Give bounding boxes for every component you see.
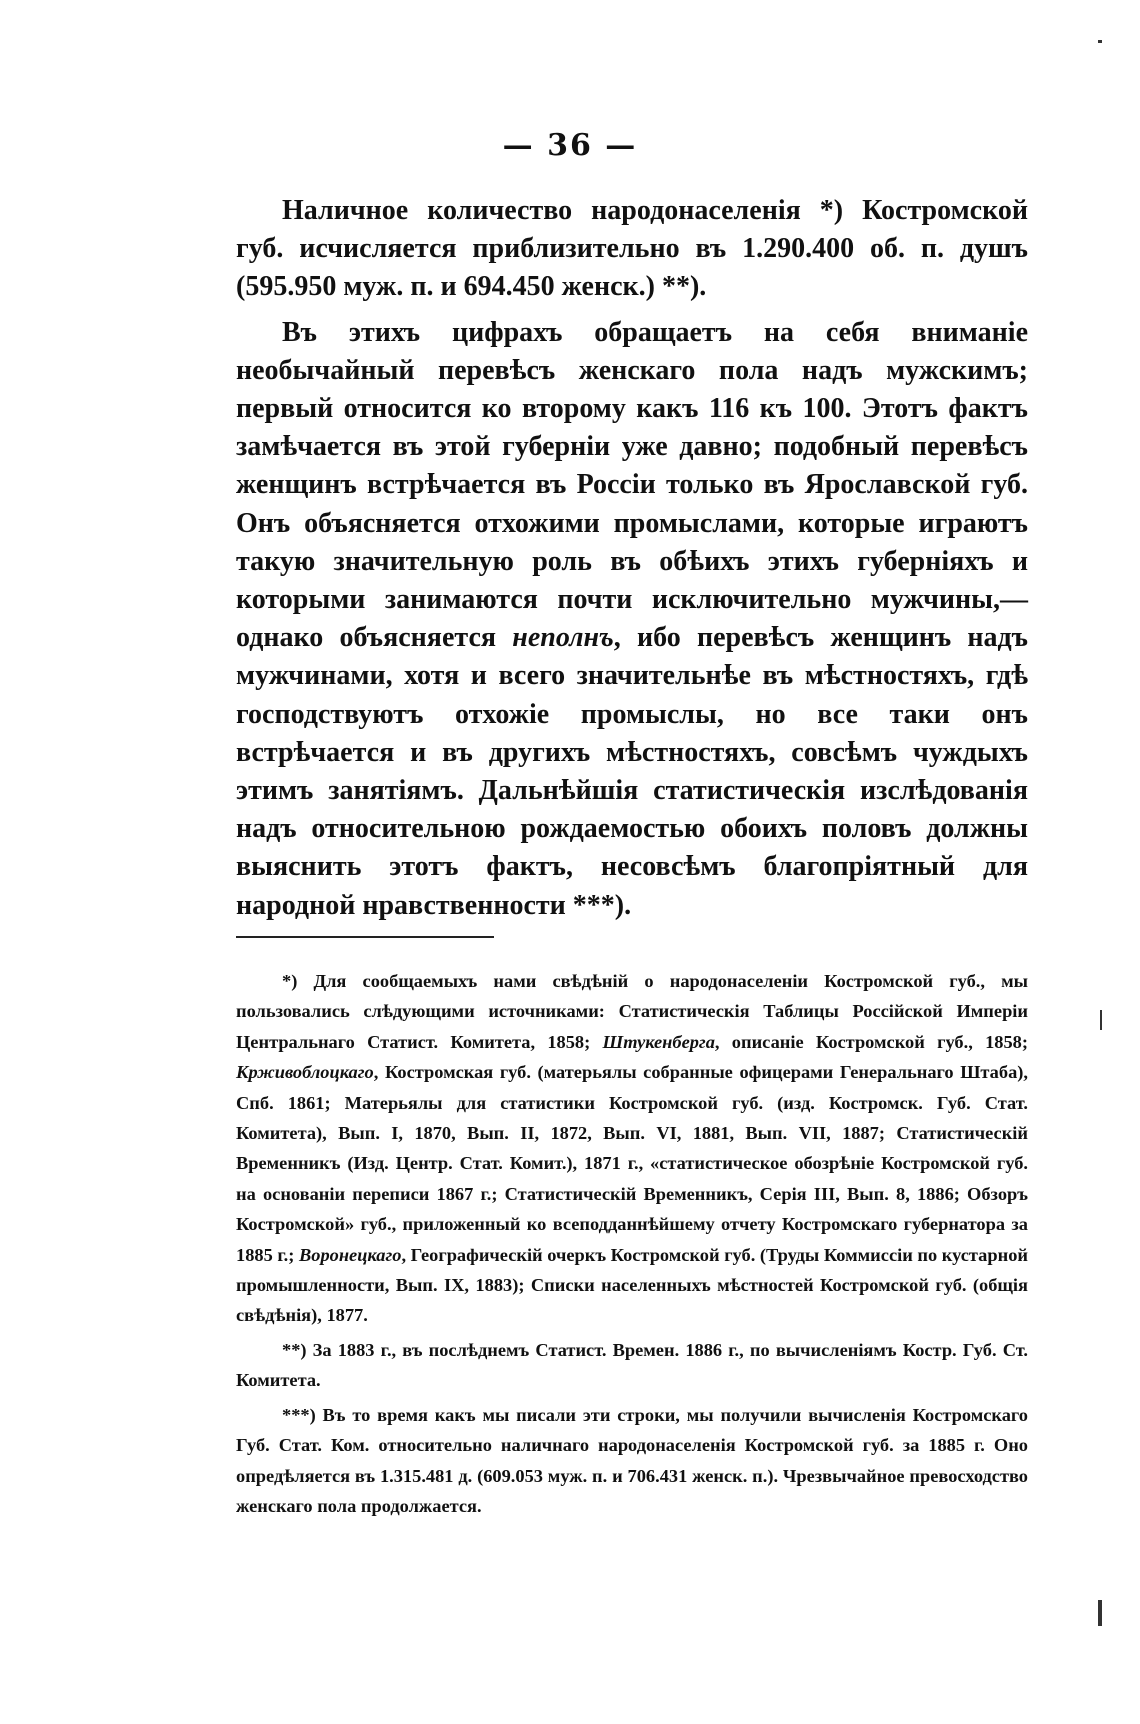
footnote-separator [236,936,494,938]
footnote-3: ***) Въ то время какъ мы писали эти строки, мы получили вычисленія Костромскаго Губ. Стат. Ком. относительно наличнаго народонаселенія Костромской губ. за 1885 г. Оно опредѣляется въ 1.315.481 д. (609.053 муж. п. и 706.431 женск. п.). Чрезвычайное превосходство женскаго пола продолжается. [236,1404,1028,1516]
footnote-1-text-d: , Географическій очеркъ Костромской губ. (Труды Коммиссіи по кустарной промышленности, Вып. IX, 1883); Списки населенныхъ мѣстностей Костромской губ. (общія свѣдѣнія), 1877. [236,1244,1028,1326]
footnote-1-text-a: *) Для сообщаемыхъ нами свѣдѣній о народонаселеніи Костромской губ., мы пользовались слѣдующими источниками: Статистическія Таблицы Россійской Имперіи Центральнаго Статист. Комитета, 1858; [236,971,1028,1052]
paragraph-2-text-a: Въ этихъ цифрахъ обращаетъ на себя вниманіе необычайный перевѣсъ женскаго пола надъ мужскимъ; первый относится ко второму какъ 116 къ 100. Этотъ фактъ замѣчается въ этой губерніи уже давно; подобный перевѣсъ женщинъ встрѣчается въ Россіи только въ Ярославской губ. Онъ объясняется отхожими промыслами, которые играютъ такую значительную роль въ обѣихъ этихъ губерніяхъ и которыми занимаются почти исключительно мужчины,—однако объясняется [236,316,1028,654]
page-number: — 36 — [502,128,638,163]
footnote-2: **) За 1883 г., въ послѣднемъ Статист. Времен. 1886 г., по вычисленіямъ Костр. Губ. Ст. Комитета. [236,1339,1028,1391]
footnote-1-author-1: Штукенберга [602,1031,715,1052]
paragraph-2 [236,314,1028,925]
main-text [236,192,1028,925]
footnote-1-author-2: Крживоблоцкаго [236,1062,374,1083]
paragraph-1: Наличное количество народонаселенія *) Костромской губ. исчисляется приблизительно въ 1.290.400 об. п. душъ (595.950 муж. п. и 694.450 женск.) **). [236,195,1028,303]
footnote-1-text-c: , Костромская губ. (матерьялы собранные офицерами Генеральнаго Штаба), Спб. 1861; Матерьялы для статистики Костромской губ. (изд. Костромск. Губ. Стат. Комитета), Вып. I, 1870, Вып. II, 1872, Вып. VI, 1881, Вып. VII, 1887; Статистическій Временникъ (Изд. Центр. Стат. Комит.), 1871 г., «статистическое обозрѣніе Костромской губ. на основаніи переписи 1867 г.; Статистическій Временникъ, Серія III, Вып. 8, 1886; Обзоръ Костромской» губ., приложенный ко всеподданнѣйшему отчету Костромскаго губернатора за 1885 г.; [236,1062,1028,1265]
footnote-1-text-b: , описаніе Костромской губ., 1858; [714,1031,1028,1052]
scan-edge-mark [1098,40,1102,43]
paragraph-2-emphasis: неполнъ [512,622,614,654]
footnote-1 [236,966,1028,1331]
footnote-1-author-3: Воронецкаго [298,1244,402,1265]
footnotes [236,966,1028,1521]
paragraph-2-text-b: , ибо перевѣсъ женщинъ надъ мужчинами, хотя и всего значительнѣе въ мѣстностяхъ, гдѣ господствуютъ отхожіе промыслы, но все таки онъ встрѣчается и въ другихъ мѣстностяхъ, совсѣмъ чуждыхъ этимъ занятіямъ. Дальнѣйшія статистическія изслѣдованія надъ относительною рождаемостью обоихъ половъ должны выяснить этотъ фактъ, несовсѣмъ благопріятный для народной нравственности ***). [236,622,1029,921]
scan-edge-mark [1098,1600,1102,1626]
scan-edge-mark [1100,1010,1102,1030]
